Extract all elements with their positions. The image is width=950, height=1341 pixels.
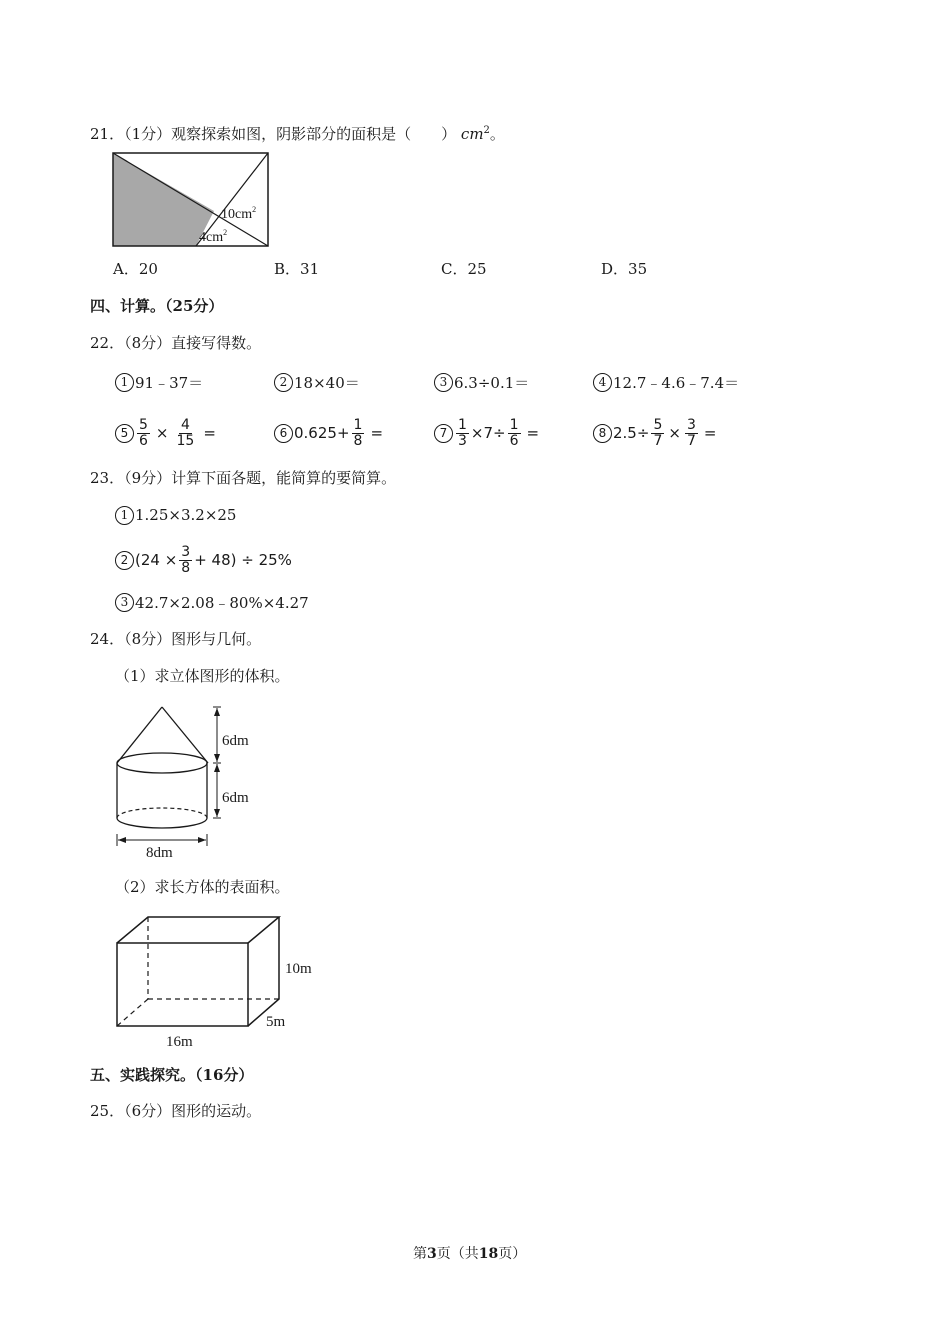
circled-number: 1 xyxy=(115,373,134,392)
equals: = xyxy=(203,424,216,442)
footer-page: 3 xyxy=(427,1246,437,1262)
footer-mid: 页（共 xyxy=(436,1246,479,1262)
cuboid-width-label: 5m xyxy=(266,1014,286,1030)
q21-option-a[interactable]: A．20 xyxy=(113,260,158,278)
expr: 2.5÷ xyxy=(613,424,650,442)
page-footer xyxy=(413,1244,526,1264)
fraction: $\frac{5}{6}$ xyxy=(139,416,148,449)
section-4-heading: 四、计算。（25分） xyxy=(90,297,224,315)
circled-number: 5 xyxy=(115,424,134,443)
q21-option-c[interactable]: C．25 xyxy=(441,260,487,278)
fraction: $\frac{1}{6}$ xyxy=(509,416,519,449)
cuboid-length-label: 16m xyxy=(166,1034,193,1050)
q21-end: 。 xyxy=(489,125,505,143)
expr: 91﹣37＝ xyxy=(135,373,204,392)
expr: 18×40＝ xyxy=(294,373,360,392)
circled-number: 1 xyxy=(115,506,134,525)
q24-sub1: （1）求立体图形的体积。 xyxy=(115,667,290,685)
q23-stem: 23．（9分）计算下面各题，能简算的要简算。 xyxy=(90,469,397,487)
expr: 0.625+ xyxy=(294,424,350,442)
cuboid-height-label: 10m xyxy=(285,961,312,977)
q21-unit: cm xyxy=(460,125,484,143)
fraction: $\frac{3}{7}$ xyxy=(686,416,696,449)
diameter-label: 8dm xyxy=(146,845,173,861)
operator: × xyxy=(668,424,681,442)
cuboid-right-face xyxy=(248,917,279,1026)
q25-stem: 25．（6分）图形的运动。 xyxy=(90,1102,262,1120)
height-bottom-label: 6dm xyxy=(222,790,249,806)
expr: 12.7﹣4.6﹣7.4＝ xyxy=(613,373,740,392)
footer-total: 18 xyxy=(478,1246,499,1262)
circled-number: 2 xyxy=(115,551,134,570)
q24-sub2: （2）求长方体的表面积。 xyxy=(115,878,290,896)
fraction: $\frac{1}{3}$ xyxy=(458,416,467,449)
expr: 6.3÷0.1＝ xyxy=(454,373,530,392)
equals: = xyxy=(526,424,540,442)
q24-stem: 24．（8分）图形与几何。 xyxy=(90,630,262,648)
equals: = xyxy=(703,424,717,442)
fraction: $\frac{1}{8}$ xyxy=(353,416,363,449)
circled-number: 7 xyxy=(434,424,453,443)
q22-stem: 22．（8分）直接写得数。 xyxy=(90,334,262,352)
circled-number: 6 xyxy=(274,424,293,443)
hidden-edge-depth xyxy=(117,999,148,1026)
q21-option-b[interactable]: B．31 xyxy=(274,260,320,278)
operator: × xyxy=(155,424,169,442)
area-label-4: $4cm^2$ xyxy=(199,228,228,245)
area-label-10: $10cm^2$ xyxy=(221,205,257,222)
equals: = xyxy=(370,424,384,442)
circled-number: 4 xyxy=(593,373,612,392)
fraction: $\frac{4}{15}$ xyxy=(176,416,195,449)
cuboid-front-face xyxy=(117,943,248,1026)
circled-number: 8 xyxy=(593,424,612,443)
expr: (24 × xyxy=(135,551,178,569)
q21-unit-sup: 2 xyxy=(483,125,490,136)
q21-stem-text: 21．（1分）观察探索如图，阴影部分的面积是（ ） xyxy=(90,125,457,143)
fraction: $\frac{3}{8}$ xyxy=(181,543,191,576)
circled-number: 3 xyxy=(434,373,453,392)
circled-number: 2 xyxy=(274,373,293,392)
expr: ×7÷ xyxy=(470,424,506,442)
q21-option-d[interactable]: D．35 xyxy=(601,260,648,278)
cuboid-top-face xyxy=(117,917,279,943)
height-top-label: 6dm xyxy=(222,733,249,749)
expr: 1.25×3.2×25 xyxy=(135,506,237,524)
section-5-heading: 五、实践探究。（16分） xyxy=(90,1066,254,1084)
fraction: $\frac{5}{7}$ xyxy=(653,416,663,449)
expr: + 48) ÷ 25% xyxy=(194,551,292,569)
circled-number: 3 xyxy=(115,593,134,612)
footer-post: 页） xyxy=(498,1246,527,1262)
footer-pre: 第 xyxy=(413,1246,427,1262)
expr: 42.7×2.08﹣80%×4.27 xyxy=(135,593,309,612)
